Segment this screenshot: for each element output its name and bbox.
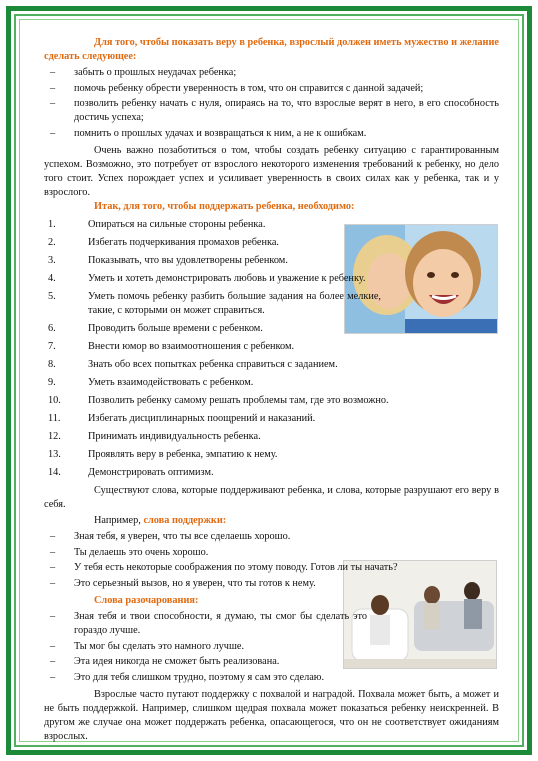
list-item xyxy=(44,412,499,426)
list-item xyxy=(44,236,381,250)
list-item xyxy=(44,290,381,318)
article xyxy=(44,36,499,744)
support-heading: Итак, для того, чтобы поддержать ребенка, необходимо: xyxy=(94,201,355,212)
item-text: Уметь помочь ребенку разбить большие задания на более мелкие, такие, с которыми он может справиться. xyxy=(88,291,381,316)
item-text: Демонстрировать оптимизм. xyxy=(88,467,214,478)
list-item xyxy=(44,254,381,268)
item-text: Проводить больше времени с ребенком. xyxy=(88,323,263,334)
item-text: Избегать дисциплинарных поощрений и наказаний. xyxy=(88,413,316,424)
list-item: – забыть о прошлых неудачах ребенка; xyxy=(44,66,499,80)
item-text: Внести юмор во взаимоотношения с ребенком. xyxy=(88,341,295,352)
intro-heading: Для того, чтобы показать веру в ребенка, взрослый должен иметь мужество и желание сделать следующее: xyxy=(44,37,499,62)
list-item: – помнить о прошлых удачах и возвращаться к ним, а не к ошибкам. xyxy=(44,127,499,141)
item-number: 2. xyxy=(48,237,56,248)
list-item xyxy=(44,358,499,372)
item-text: Опираться на сильные стороны ребенка. xyxy=(88,219,266,230)
intro-list xyxy=(44,66,499,141)
support-words-label: слова поддержки: xyxy=(143,515,227,526)
item-number: 8. xyxy=(48,359,56,370)
discourage-words-list xyxy=(44,610,499,685)
list-item: – Эта идея никогда не сможет быть реализована. xyxy=(44,655,367,669)
list-item xyxy=(44,394,499,408)
item-number: 9. xyxy=(48,377,56,388)
item-number: 12. xyxy=(48,431,61,442)
list-item xyxy=(44,218,381,232)
list-item: – Ты мог бы сделать это намного лучше. xyxy=(44,640,367,654)
final-paragraph: Взрослые часто путают поддержку с похвалой и наградой. Похвала может быть, а может и не быть поддержкой. Например, слишком щедрая похвала может показаться ребенку неискренней. В другом же случае она может поддержать ребенка, опасающегося, что он не соответствует ожиданиям взрослых. xyxy=(44,689,499,742)
item-number: 13. xyxy=(48,449,61,460)
list-item: – Зная тебя и твои способности, я думаю, ты смог бы сделать это гораздо лучше. xyxy=(44,610,367,638)
list-item: – Ты делаешь это очень хорошо. xyxy=(44,546,499,560)
item-number: 4. xyxy=(48,273,56,284)
item-number: 1. xyxy=(48,219,56,230)
item-number: 14. xyxy=(48,467,61,478)
example-prefix: Например, xyxy=(94,515,144,526)
list-item: – У тебя есть некоторые соображения по этому поводу. Готов ли ты начать? xyxy=(44,561,499,575)
list-item xyxy=(44,272,381,286)
list-item: – позволить ребенку начать с нуля, опираясь на то, что взрослые верят в него, в его способность достичь успеха; xyxy=(44,97,499,125)
words-paragraph: Существуют слова, которые поддерживают ребенка, и слова, которые разрушают его веру в себя. xyxy=(44,485,499,510)
support-list xyxy=(44,218,499,480)
item-number: 7. xyxy=(48,341,56,352)
list-item xyxy=(44,466,499,480)
item-text: Уметь и хотеть демонстрировать любовь и уважение к ребенку. xyxy=(88,273,366,284)
list-item: – помочь ребенку обрести уверенность в том, что он справится с данной задачей; xyxy=(44,82,499,96)
discourage-label: Слова разочарования: xyxy=(94,595,199,606)
list-item: – Это серьезный вызов, но я уверен, что ты готов к нему. xyxy=(44,577,499,591)
list-item: – Это для тебя слишком трудно, поэтому я сам это сделаю. xyxy=(44,671,367,685)
list-item xyxy=(44,340,499,354)
item-text: Принимать индивидуальность ребенка. xyxy=(88,431,261,442)
item-text: Проявлять веру в ребенка, эмпатию к нему. xyxy=(88,449,278,460)
item-number: 11. xyxy=(48,413,61,424)
item-text: Избегать подчеркивания промахов ребенка. xyxy=(88,237,279,248)
item-number: 5. xyxy=(48,291,56,302)
list-item xyxy=(44,376,499,390)
list-item xyxy=(44,430,499,444)
success-paragraph: Очень важно позаботиться о том, чтобы создать ребенку ситуацию с гарантированным успехом. Возможно, это потребует от взрослого некоторого изменения требований к ребенку, но дело того стоит. Успех порождает успех и усиливает уверенность в своих силах как у ребенка, так и у взрослого. xyxy=(44,145,499,198)
item-number: 6. xyxy=(48,323,56,334)
support-words-intro xyxy=(44,514,499,528)
list-item xyxy=(44,448,499,462)
list-item: – Зная тебя, я уверен, что ты все сделаешь хорошо. xyxy=(44,530,499,544)
item-text: Позволить ребенку самому решать проблемы там, где это возможно. xyxy=(88,395,389,406)
support-words-list xyxy=(44,530,499,591)
item-text: Показывать, что вы удовлетворены ребенком. xyxy=(88,255,288,266)
item-number: 3. xyxy=(48,255,56,266)
item-number: 10. xyxy=(48,395,61,406)
list-item xyxy=(44,322,499,336)
item-text: Уметь взаимодействовать с ребенком. xyxy=(88,377,254,388)
item-text: Знать обо всех попытках ребенка справиться с заданием. xyxy=(88,359,338,370)
